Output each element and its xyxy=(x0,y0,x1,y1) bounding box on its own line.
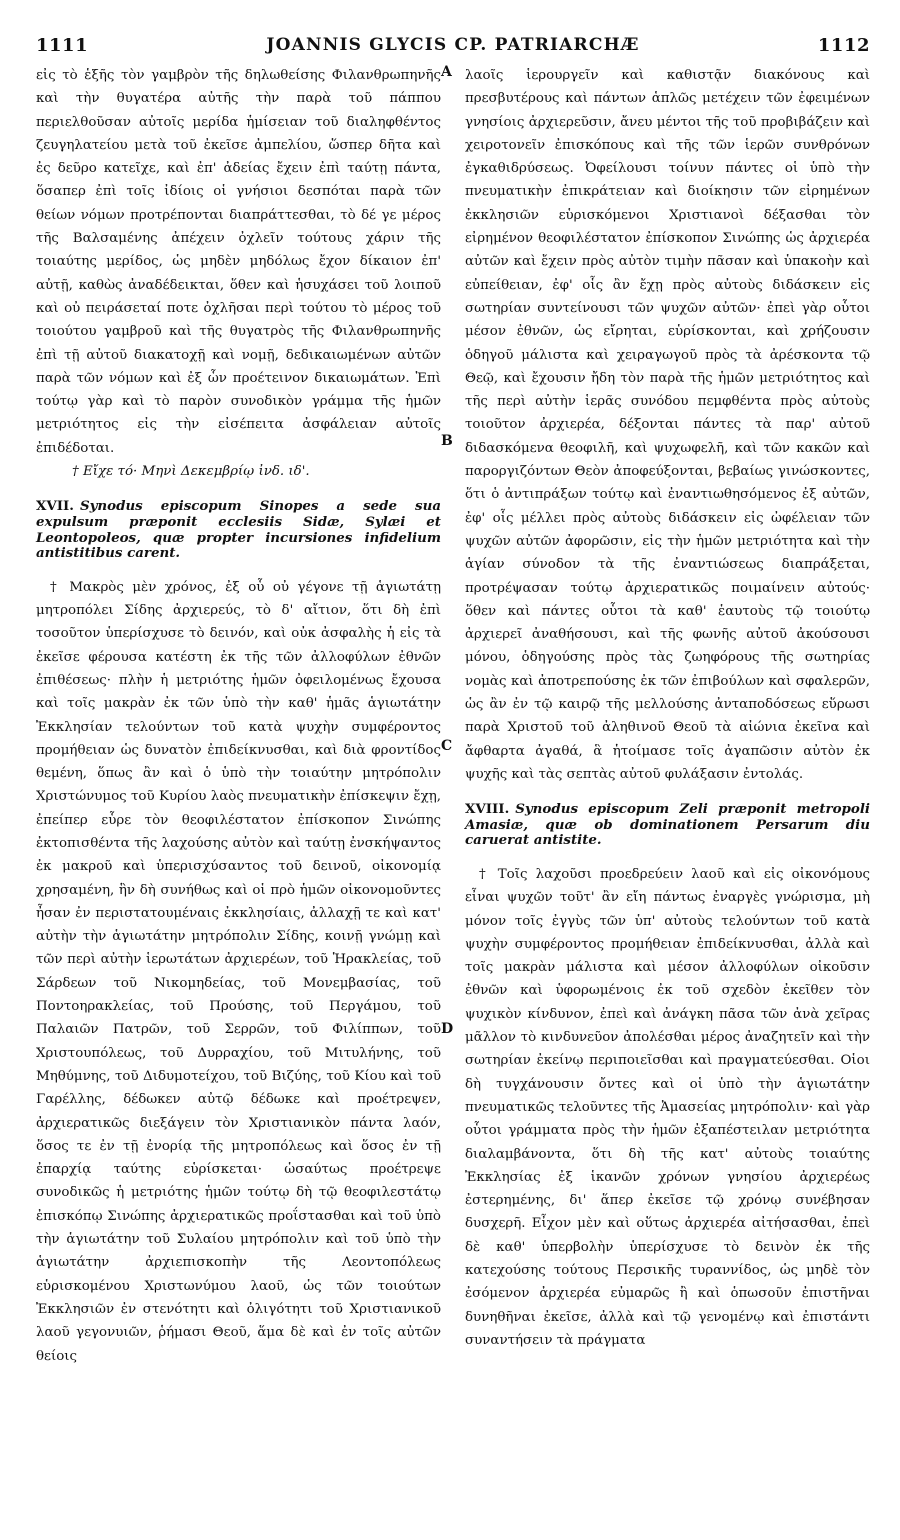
section-number-xvii: XVII. xyxy=(36,498,74,515)
right-column xyxy=(465,64,870,1368)
section-heading-xviii xyxy=(465,802,870,849)
left-column xyxy=(36,64,441,1368)
margin-letter-b: B xyxy=(441,433,453,449)
section-title-xvii: Synodus episcopum Sinopes a sede sua expulsum præponit ecclesiis Sidæ, Sylæi et Leontopoleos, quæ propter incursiones infidelium antistitibus carent. xyxy=(36,498,441,562)
left-date-line: † Εἴχε τό· Μηνὶ Δεκεμβρίῳ ἰνδ. ιδ'. xyxy=(72,464,310,480)
page-number-left: 1111 xyxy=(36,34,89,56)
margin-letter-d: D xyxy=(441,1021,454,1037)
section-number-xviii: XVIII. xyxy=(465,801,510,818)
page-number-right: 1112 xyxy=(817,34,870,56)
left-paragraph-2: † Μακρὸς μὲν χρόνος, ἐξ οὗ οὐ γέγονε τῇ ἁγιωτάτῃ μητροπόλει Σίδης ἀρχιερεύς, τὸ δ' αἴτιον, ὅτι δὴ ἐπὶ τοσοῦτον ὑπερίσχυσε τὸ δεινόν, καὶ οὐκ ἀσφαλὴς ἡ εἰς τὰ ἐκεῖσε φέρουσα κατέστη ἐκ τῆς τῶν ἀλλοφύλων ἐθνῶν ἐπιθέσεως· πλὴν ἡ μετριότης ἡμῶν ὀφειλομένως ἔχουσα καὶ τοῖς μακρὰν ἐκ τῶν ὑπὸ τὴν καθ' ἡμᾶς ἁγιωτάτην Ἐκκλησίαν τελούντων τοῦ κατὰ ψυχὴν συμφέροντος προμήθειαν ὡς δυνατὸν ἐπιδείκνυσθαι, καὶ διὰ φροντίδος θεμένη, ὅπως ἂν καὶ ὁ ὑπὸ τὴν τοιαύτην μητρόπολιν Χριστώνυμος τοῦ Κυρίου λαὸς πνευματικὴν ἐπίσκεψιν ἔχῃ, ἐπείπερ εὗρε τὸν θεοφιλέστατον ἐπίσκοπον Σινώπης ἐκτοπισθέντα τῆς λαχούσης αὐτὸν καὶ ταύτῃ ἐνσκήψαντος ἐκ μακροῦ καὶ ὑπερισχύσαντος τοῦ δεινοῦ, οἰκονομίᾳ χρησαμένη, ἣν δὴ συνήθως καὶ οἱ πρὸ ἡμῶν οἰκονομοῦντες ἦσαν ἐν περιστατουμέναις ἐκκλησίαις, ἀλλαχῇ τε καὶ κατ' αὐτὴν τὴν ἁγιωτάτην μητρόπολιν Σίδης, κοινῇ γνώμῃ καὶ τῶν περὶ αὐτὴν ἱερωτάτων ἀρχιερέων, τοῦ Ἡρακλείας, τοῦ Σάρδεων τοῦ Νικομηδείας, τοῦ Μονεμβασίας, τοῦ Ποντοηρακλείας, τοῦ Προύσης, τοῦ Περγάμου, τοῦ Παλαιῶν Πατρῶν, τοῦ Σερρῶν, τοῦ Φιλίππων, τοῦ Χριστουπόλεως, τοῦ Δυρραχίου, τοῦ Μιτυλήνης, τοῦ Μηθύμνης, τοῦ Διδυμοτείχου, τοῦ Βιζύης, τοῦ Κίου καὶ τοῦ Γαρέλλης, δέδωκεν αὐτῷ δέδωκε καὶ προέτρεψεν, ἀρχιερατικῶς διεξάγειν τὸν Χριστιανικὸν πάντα λαόν, ὅσος τε ἐν τῇ ἐνορίᾳ τῆς μητροπόλεως καὶ ὅσος ἐν τῇ ἐπαρχίᾳ ταύτης εὑρίσκεται· ὡσαύτως προέτρεψε συνοδικῶς ἡ μετριότης ἡμῶν τούτῳ δὴ τῷ θεοφιλεστάτῳ ἐπισκόπῳ Σινώπης ἀρχιερατικῶς προΐστασθαι καὶ τοῦ ὑπὸ τὴν ἁγιωτάτην τοῦ Συλαίου μητρόπολιν καὶ τοῦ ὑπὸ τὴν ἁγιωτάτην ἀρχιεπισκοπὴν τῆς Λεοντοπόλεως εὑρισκομένου Χριστωνύμου λαοῦ, ὡς τῶν τοιούτων Ἐκκλησιῶν ἐν στενότητι καὶ ὀλιγότητι τοῦ Χριστιανικοῦ λαοῦ γεγονυιῶν, ῥήμασι Θεοῦ, ἅμα δὲ καὶ ἐν τοῖς αὐτῶν θείοις xyxy=(36,579,441,1364)
running-head xyxy=(36,30,870,60)
two-column-body xyxy=(36,64,870,1368)
section-title-xviii: Synodus episcopum Zeli præponit metropoli Amasiæ, quæ ob dominationem Persarum diu caruerat antistite. xyxy=(465,801,870,849)
running-title: JOANNIS GLYCIS CP. PATRIARCHÆ xyxy=(266,35,640,55)
left-paragraph-1: εἰς τὸ ἑξῆς τὸν γαμβρὸν τῆς δηλωθείσης Φιλανθρωπηνῆς καὶ τὴν θυγατέρα αὐτῆς τὴν παρὰ τοῦ πάππου περιελθοῦσαν αὐτοῖς μερίδα ἡμίσειαν τοῦ διαληφθέντος ζευγηλατείου μετὰ τοῦ ἐκεῖσε ἀμπελίου, ὥσπερ δῆτα καὶ ἐς δεῦρο κατεῖχε, καὶ ἐπ' ἀδείας ἔχειν ἐπὶ ταύτῃ πάντα, ὅσαπερ ἐπὶ τοῖς ἰδίοις οἱ γνήσιοι δεσπόται παρὰ τῶν θείων νόμων προτρέπονται διαπράττεσθαι, τὸ δέ γε μέρος τῆς Βαλσαμένης ἀπέχειν ὀχλεῖν τούτους χάριν τῆς τοιαύτης μερίδος, ὡς μηδὲν μηδόλως ἔχον δίκαιον ἐπ' αὐτῇ, καθὼς ἀναδέδεικται, ὅθεν καὶ ἡσυχάσει τοῦ λοιποῦ καὶ οὐ πειράσεταί ποτε ὀχλῆσαι περὶ τούτου τὸ μέρος τοῦ τοιούτου γαμβροῦ καὶ τῆς θυγατρὸς τῆς Φιλανθρωπηνῆς ἐπὶ τῇ αὐτοῦ διακατοχῇ καὶ νομῇ, δεδικαιωμένων αὐτῶν παρὰ τῶν νόμων καὶ ἐξ ὧν προέτεινον δικαιωμάτων. Ἐπὶ τούτῳ γὰρ καὶ τὸ παρὸν συνοδικὸν γράμμα τῆς ἡμῶν μετριότητος εἰς τὴν εἰσέπειτα ἀσφάλειαν αὐτοῖς ἐπιδέδοται. xyxy=(36,68,441,456)
right-paragraph-2: † Τοῖς λαχοῦσι προεδρεύειν λαοῦ καὶ εἰς οἰκονόμους εἶναι ψυχῶν τοῦτ' ἂν εἴη πάντως ἐναργὲς γνώρισμα, μὴ μόνον τοῖς ἐγγὺς τῶν ὑπ' αὐτοὺς τελούντων τοῦ κατὰ ψυχὴν συμφέροντος προμήθειαν ἐπιδείκνυσθαι, ἀλλὰ καὶ τοῖς μακρὰν μάλιστα καὶ μέσον ἀλλοφύλων οἰκοῦσιν ἐθνῶν καὶ ὑφορωμένοις ἐκ τοῦ σχεδὸν ἐκεῖθεν τὸν ψυχικὸν κίνδυνον, ἐπεὶ καὶ ἀνάγκη πᾶσα τῶν ἀνὰ χεῖρας μᾶλλον τὸ κινδυνεῦον ἀπολέσθαι μέρος ἀναζητεῖν καὶ τὴν σωτηρίαν ἐκείνῳ περιποιεῖσθαι καὶ πραγματεύεσθαι. Οἱοι δὴ τυγχάνουσιν ὄντες καὶ οἱ ὑπὸ τὴν ἁγιωτάτην πνευματικῶς τελοῦντες τῆς Ἀμασείας μητρόπολιν· καὶ γὰρ οὗτοι γράμματα πρὸς τὴν ἡμῶν ἐξαπέστειλαν μετριότητα διαλαμβάνοντα, ὅτι δὴ τῆς κατ' αὐτοὺς τοιαύτης Ἐκκλησίας ἐξ ἱκανῶν χρόνων γνησίου ἀρχιερέως ἐστερημένης, δι' ἅπερ ἐκεῖσε τῷ χρόνῳ συνέβησαν δυσχερῆ. Εἶχον μὲν καὶ οὕτως ἀρχιερέα αἰτήσασθαι, ἐπεὶ δὲ καθ' ὑπερβολὴν ὑπερίσχυσε τὸ δεινὸν ἐκ τῆς κατεχούσης τούτους Περσικῆς τυραννίδος, ὡς μηδὲ τὸν ἐσόμενον ἀρχιερέα εὐμαρῶς ἢ καὶ ὁπωσοῦν ἐπιστῆναι δυνηθῆναι ἐκεῖσε, ἀλλὰ καὶ τῷ γενομένῳ καὶ ἐπιστάντι συναντήσειν τὰ πράγματα xyxy=(465,866,870,1348)
section-heading-xvii xyxy=(36,499,441,561)
right-paragraph-1: λαοῖς ἱερουργεῖν καὶ καθιστᾷν διακόνους καὶ πρεσβυτέρους καὶ πάντων ἁπλῶς μετέχειν τῶν ἐφειμένων γνησίοις ἀρχιερεῦσιν, ἄνευ μέντοι τῆς τοῦ προβιβάζειν καὶ χειροτονεῖν ἐπισκόπους καὶ τῆς τῶν ἱερῶν συνθρόνων ἐγκαθιδρύσεως. Ὀφείλουσι τοίνυν πάντες οἱ ὑπὸ τὴν πνευματικὴν ἐπικράτειαν καὶ διοίκησιν τῶν εἰρημένων ἐκκλησιῶν εὑρισκόμενοι Χριστιανοὶ δέξασθαι τὸν εἰρημένον θεοφιλέστατον ἐπίσκοπον Σινώπης ὡς ἀρχιερέα αὐτῶν καὶ ἔχειν πρὸς αὐτὸν τιμὴν πᾶσαν καὶ ὑπακοὴν καὶ εὐπείθειαν, ἐφ' οἷς ἂν ἔχῃ πρὸς αὐτοὺς διδάσκειν εἰς σωτηρίαν συντείνουσι τῶν ψυχῶν αὐτῶν· ἐπεὶ γὰρ οὗτοι μέσον ἐθνῶν, ὡς εἴρηται, εὑρίσκονται, καὶ χρήζουσιν ὁδηγοῦ μάλιστα καὶ χειραγωγοῦ πρὸς τὰ ἀρέσκοντα τῷ Θεῷ, καὶ ἔχουσιν ἤδη τὸν παρὰ τῆς ἡμῶν μετριότητος καὶ τῆς περὶ αὐτὴν ἱερᾶς συνόδου πεμφθέντα πρὸς αὐτοὺς τοιοῦτον ἀρχιερέα, δέξονται πάντες τὰ παρ' αὐτοῦ διδασκόμενα θεοφιλῆ, καὶ ψυχωφελῆ, καὶ τῶν κακῶν καὶ παροργιζόντων Θεὸν ἀποφεύξονται, βεβαίως γινώσκοντες, ὅτι ὁ ἀντιπράξων τούτῳ καὶ ἐναντιωθησόμενος ἐξ αὐτῶν, ἐφ' οἷς μέλλει πρὸς αὐτοὺς διδάσκειν εἰς ὠφέλειαν τῶν ψυχῶν αὐτῶν ἀφορῶσιν, εἰς τὴν ἡμῶν μετριότητα καὶ τὴν ἁγίαν σύνοδον τὰ τῆς ἐναντιώσεως διαπράξεται, προτρέψασαν τούτῳ ἀρχιερατικῶς ποιμαίνειν αὐτούς· ὅθεν καὶ πάντες οὗτοι τὰ καθ' ἑαυτοὺς τῷ τοιούτῳ ἀρχιερεῖ ἀναθήσουσι, καὶ τῆς φωνῆς αὐτοῦ ἀκούσουσι μόνου, ὁδηγούσης πρὸς τὰς ζωηφόρους τῆς σωτηρίας νομὰς καὶ ἀποτρεπούσης ἐκ τῶν ἐπιβούλων καὶ σφαλερῶν, ὡς ἂν ἐν τῷ καιρῷ τῆς μελλούσης ἀνταποδόσεως εὕρωσι παρὰ Χριστοῦ τοῦ ἀληθινοῦ Θεοῦ τὰ αἰώνια ἐκεῖνα καὶ ἄφθαρτα ἀγαθά, ἃ ἡτοίμασε τοῖς ἀγαπῶσιν αὐτὸν ἐκ ψυχῆς καὶ τὰς σεπτὰς αὐτοῦ φυλάξασιν ἐντολάς. xyxy=(465,68,870,782)
margin-letter-a: A xyxy=(441,64,452,80)
margin-letter-c: C xyxy=(441,738,453,754)
